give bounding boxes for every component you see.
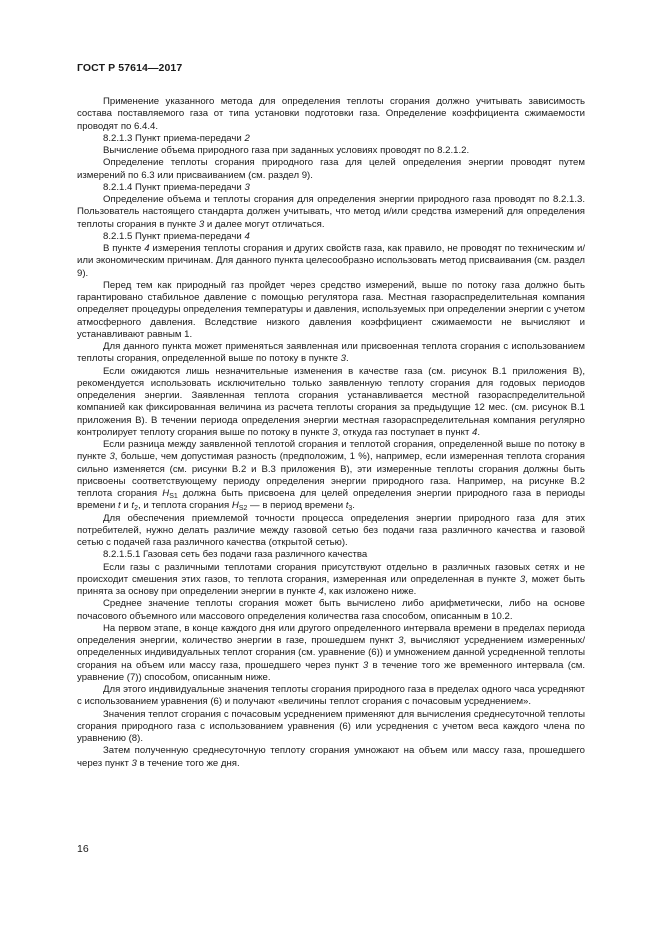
section-heading-8-2-1-3: 8.2.1.3 Пункт приема-передачи 2 bbox=[103, 132, 250, 144]
paragraph: Если газы с различными теплотами сгорания присутствуют отдельно в различных газовых сетях и не происходит смешения этих газов, то теплота сгорания, измеренная или определенная в пункте 3, может быть принята за основу при определении энергии в пункте 4, как изложено ниже. bbox=[77, 561, 585, 597]
paragraph: Для обеспечения приемлемой точности процесса определения энергии природного газа для этих потребителей, нужно делать различие между газовой сетью без подачи газа различного качества и газовой сетью с подачей газа различного качества (открытой сетью). bbox=[77, 512, 585, 548]
paragraph: Значения теплот сгорания с почасовым усреднением применяют для вычисления среднесуточной теплоты сгорания природного газа с использованием уравнения (6) или усреднения с учетом веса каждого члена по уравнению (8). bbox=[77, 708, 585, 744]
paragraph: Перед тем как природный газ пройдет через средство измерений, выше по потоку газа должно быть гарантировано стабильное давление с помощью регулятора газа. Местная газораспределительная компания определяет процедуры определения температуры и давления, используемых при определении энергии с учетом атмосферного давления. Вследствие низкого давления коэффициент сжимаемости не вычисляют и устанавливают равным 1. bbox=[77, 279, 585, 340]
paragraph: Определение теплоты сгорания природного газа для целей определения энергии проводят путем измерений по 6.3 или присваиванием (см. раздел 9). bbox=[77, 157, 585, 181]
section-heading-8-2-1-5-1: 8.2.1.5.1 Газовая сеть без подачи газа различного качества bbox=[103, 549, 368, 561]
paragraph: Вычисление объема природного газа при заданных условиях проводят по 8.2.1.2. bbox=[103, 145, 470, 156]
section-heading-8-2-1-4: 8.2.1.4 Пункт приема-передачи 3 bbox=[103, 181, 250, 193]
paragraph: Среднее значение теплоты сгорания может быть вычислено либо арифметически, либо на основе почасового объемного или массового определения количества газа способом, описанным в 10.2. bbox=[77, 598, 585, 622]
paragraph: Применение указанного метода для определения теплоты сгорания должно учитывать зависимость состава поставляемого газа от типа установки подготовки газа. Определение коэффициента сжимаемости проводят по 6.4.4. bbox=[77, 96, 585, 132]
section-heading-8-2-1-5: 8.2.1.5 Пункт приема-передачи 4 bbox=[103, 230, 250, 242]
paragraph: Для этого индивидуальные значения теплоты сгорания природного газа в пределах одного часа усредняют с использованием уравнения (6) и получают «величины теплот сгорания с почасовым усреднением». bbox=[77, 684, 585, 708]
paragraph: Определение объема и теплоты сгорания для определения энергии природного газа проводят по 8.2.1.3. Пользователь настоящего стандарта должен учитывать, что метод и/или средства измерений для определения теплоты сгорания в пункте 3 и далее могут отличаться. bbox=[77, 194, 585, 230]
paragraph: Если ожидаются лишь незначительные изменения в качестве газа (см. рисунок В.1 приложения В), рекомендуется использовать исключительно только заявленную теплоту сгорания для годовых периодов определения энергии. Заявленная теплота сгорания устанавливается местной газораспределительной компанией как фиксированная величина из расчета теплоты сгорания за предыдущие 12 мес. (см. рисунок В.1 приложения В). В течении периода определения энергии местная газораспределительная компания регулярно контролирует теплоту сгорания выше по потоку в пункте 3, откуда газ поступает в пункт 4. bbox=[77, 365, 585, 438]
paragraph: Если разница между заявленной теплотой сгорания и теплотой сгорания, определенной выше по потоку в пункте 3, больше, чем допустимая разность (предположим, 1 %), например, если измеренная теплота сгорания сильно изменяется (см. рисунки В.2 и В.3 приложения В), эти измеренные теплоты сгорания должны быть присвоены соответствующему периоду определения энергии природного газа. Например, на рисунке В.2 теплота сгорания $H_{S1}$ должна быть присвоена для целей определения энергии природного газа в периоды времени t и $t_2$, и теплота сгорания $H_{S2}$ — в период времени $t_3$. bbox=[77, 439, 586, 513]
document-body bbox=[77, 96, 585, 770]
paragraph: Для данного пункта может применяться заявленная или присвоенная теплота сгорания с использованием теплоты сгорания, определенной выше по потоку в пункте 3. bbox=[77, 341, 585, 365]
paragraph: На первом этапе, в конце каждого дня или другого определенного интервала времени в пределах периода определения энергии, количество энергии в газе, прошедшем пункт 3, вычисляют усреднением измеренных/определенных индивидуальных теплот сгорания (см. уравнение (6)) и умножением данной усредненной теплоты сгорания на объем или массу газа, прошедшего через пункт 3 в течение того же временного интервала (см. уравнение (7)) способом, описанным ниже. bbox=[77, 622, 586, 683]
paragraph: Затем полученную среднесуточную теплоту сгорания умножают на объем или массу газа, прошедшего через пункт 3 в течение того же дня. bbox=[77, 745, 585, 769]
paragraph: В пункте 4 измерения теплоты сгорания и других свойств газа, как правило, не проводят по техническим и/или экономическим причинам. Для данного пункта целесообразно использовать метод присваивания (см. раздел 9). bbox=[77, 243, 585, 279]
document-header: ГОСТ Р 57614—2017 bbox=[77, 62, 183, 74]
page-number: 16 bbox=[77, 843, 89, 855]
